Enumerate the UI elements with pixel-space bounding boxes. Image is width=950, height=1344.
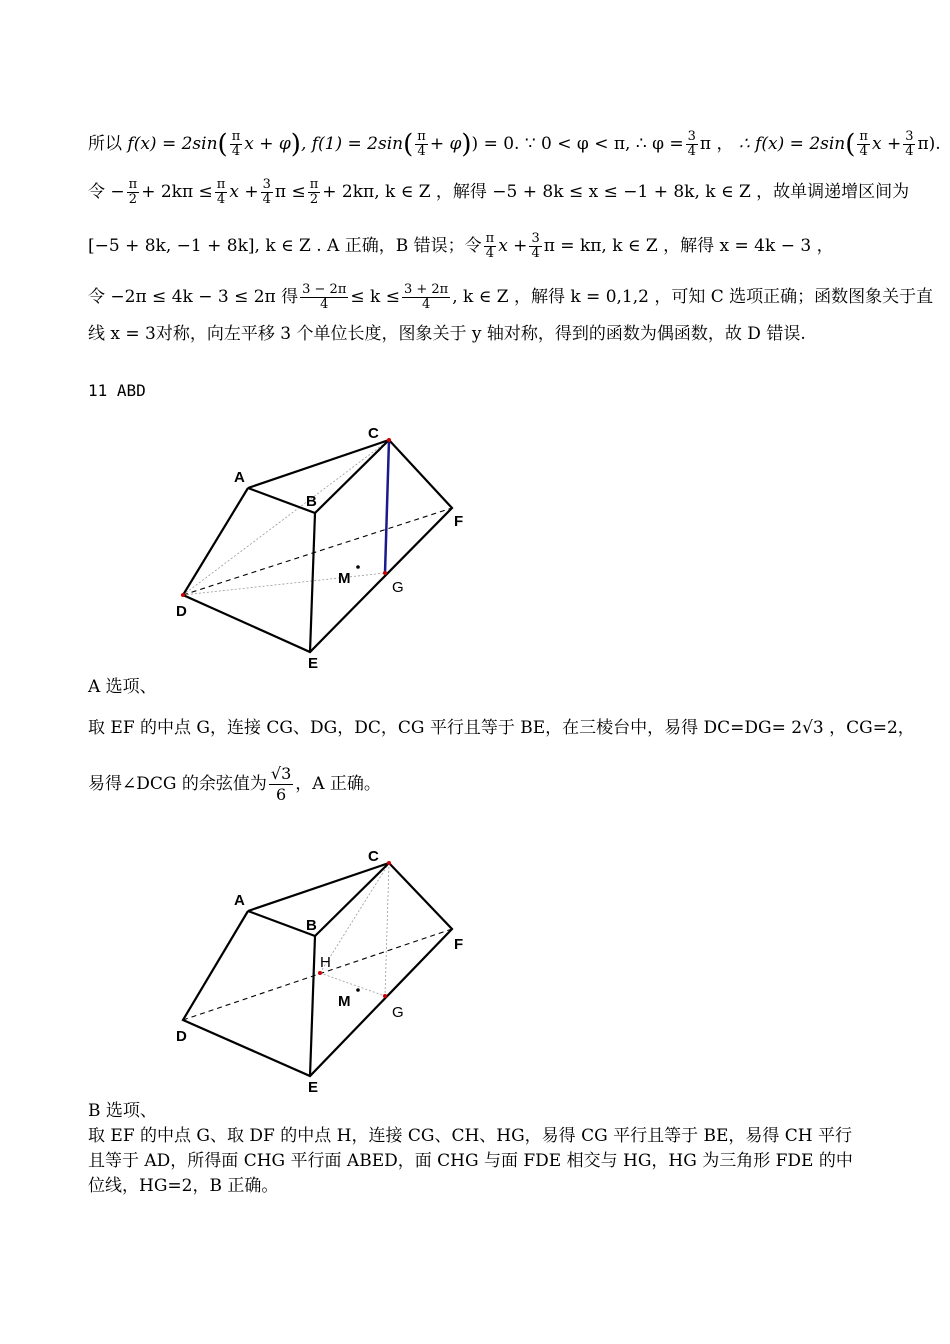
math: + 2kπ, k ∈ Z ，解得 −5 + 8k ≤ x ≤ −1 + 8k, k ∈ Z ，故单调递增区间为 (322, 182, 910, 202)
point-C (387, 861, 391, 865)
label-E: E (308, 1079, 319, 1096)
answer-label: 11 ABD (88, 381, 146, 400)
edge-DC (183, 440, 389, 595)
edge-CG (385, 863, 389, 996)
formula-line-5: 线 x = 3对称，向左平移 3 个单位长度，图象关于 y 轴对称，得到的函数为偶函数，故 D 错误. (88, 324, 806, 344)
label-B: B (306, 917, 317, 934)
math: π ≤ (274, 182, 306, 202)
formula-line-2: 令 − $\frac{\pi}{2}$ + 2kπ ≤ $\frac{\pi}{4}$ x + $\frac{3}{4}$ π ≤ $\frac{\pi}{2}$ + 2kπ, k ∈ Z ，解得 −5 + 8k ≤ x ≤ −1 + 8k, k ∈ Z ，故单调递增区间为 (88, 177, 910, 207)
edge-HG (320, 973, 385, 996)
math: x + (229, 182, 259, 202)
label-A: A (234, 892, 245, 909)
math: x + (498, 236, 528, 256)
math: , f(1) = 2sin (300, 134, 404, 154)
label-H: H (320, 954, 331, 971)
math: π = kπ, k ∈ Z ，解得 x = 4k − 3 ， (543, 236, 834, 256)
edge-DF (183, 508, 452, 595)
figure-frustum-1 (170, 420, 480, 675)
math: ≤ k ≤ (350, 287, 400, 307)
section-a-line-2: 易得∠DCG 的余弦值为 $\frac{√3}{6}$ ，A 正确。 (88, 764, 381, 804)
point-M (356, 988, 360, 992)
figure-frustum-2 (170, 843, 480, 1098)
label-M: M (338, 993, 351, 1010)
label-M: M (338, 570, 351, 587)
label-D: D (176, 1028, 187, 1045)
visible-edges (183, 863, 452, 1076)
math: x + (871, 134, 902, 154)
math: + φ (429, 134, 462, 154)
point-H (318, 971, 322, 975)
section-a-title: A 选项、 (88, 677, 157, 697)
label-B: B (306, 493, 317, 510)
label-G: G (392, 579, 404, 596)
math: π ， (699, 134, 734, 154)
text: 易得∠DCG 的余弦值为 (88, 774, 267, 794)
point-M (356, 565, 360, 569)
math: + 2kπ ≤ (141, 182, 213, 202)
segment-CG (385, 440, 389, 573)
text: 令 − (88, 182, 125, 202)
math: [−5 + 8k, −1 + 8k], k ∈ Z . A 正确，B 错误；令 (88, 236, 482, 256)
point-D (181, 593, 185, 597)
formula-line-4: 令 −2π ≤ 4k − 3 ≤ 2π 得 $\frac{3 - 2\pi}{4}$ ≤ k ≤ $\frac{3 + 2\pi}{4}$ , k ∈ Z ，解得 k = 0,1,2 ，可知 C 选项正确；函数图象关于直 (88, 282, 934, 312)
point-G (383, 994, 387, 998)
math: ∴ f(x) = 2sin (738, 134, 846, 154)
label-C: C (368, 425, 379, 442)
edge-DG (183, 573, 385, 595)
label-F: F (454, 513, 464, 530)
section-a-line-1: 取 EF 的中点 G，连接 CG、DG，DC，CG 平行且等于 BE，在三棱台中，易得 DC=DG= 2√3 ，CG=2， (88, 718, 915, 738)
math: , k ∈ Z ，解得 k = 0,1,2 ，可知 C 选项正确；函数图象关于直 (452, 287, 934, 307)
visible-edges (183, 440, 452, 652)
text: ，A 正确。 (295, 774, 381, 794)
point-G (383, 571, 387, 575)
math: x + φ (244, 134, 291, 154)
point-C (387, 438, 391, 442)
label-E: E (308, 655, 319, 672)
math: 令 −2π ≤ 4k − 3 ≤ 2π 得 (88, 287, 299, 307)
edge-DF (183, 929, 452, 1020)
hidden-lines (183, 440, 389, 595)
text: 所以 (88, 134, 122, 154)
label-C: C (368, 848, 379, 865)
formula-line-1: 所以 f(x) = 2sin( $\frac{\pi}{4}$ x + φ), f(1) = 2sin( $\frac{\pi}{4}$ + φ)) = 0. ∵ 0 < φ < π, ∴ φ = $\frac{3}{4}$ π ， ∴ f(x) = 2sin( $\frac{\pi}{4}$ x + $\frac{3}{4}$ π). (88, 129, 941, 160)
math: π). (917, 134, 941, 154)
label-G: G (392, 1004, 404, 1021)
math: f(x) = 2sin (127, 134, 218, 154)
label-A: A (234, 469, 245, 486)
label-F: F (454, 936, 464, 953)
formula-line-3: [−5 + 8k, −1 + 8k], k ∈ Z . A 正确，B 错误；令 $\frac{\pi}{4}$ x + $\frac{3}{4}$ π = kπ, k ∈ Z ，解得 x = 4k − 3 ， (88, 231, 834, 261)
section-b-title: B 选项、 (88, 1101, 157, 1121)
label-D: D (176, 603, 187, 620)
math: ) = 0. ∵ 0 < φ < π, ∴ φ = (471, 134, 684, 154)
section-b-body: 取 EF 的中点 G、取 DF 的中点 H，连接 CG、CH、HG，易得 CG 平行且等于 BE，易得 CH 平行且等于 AD，所得面 CHG 平行面 ABED，面 CHG 与面 FDE 相交与 HG，HG 为三角形 FDE 的中位线，HG=2，B 正确。 (88, 1126, 853, 1196)
hidden-lines (315, 863, 389, 996)
